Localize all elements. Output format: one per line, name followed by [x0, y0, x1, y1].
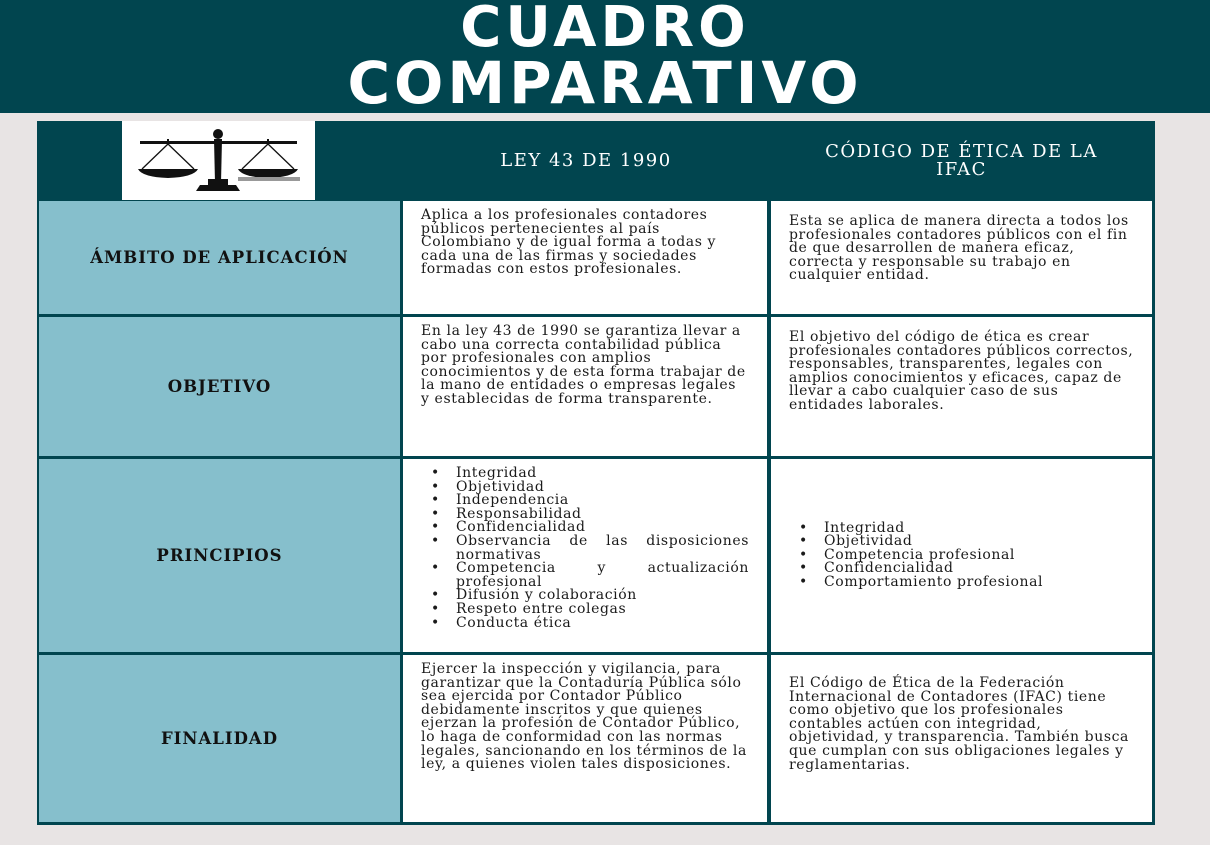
list-item: • Confidencialidad [456, 521, 749, 535]
list-item: • Competencia y actualización profesional [456, 562, 749, 589]
list-item: • Integridad [456, 467, 749, 481]
list-item: • Observancia de las disposiciones normativas [456, 535, 749, 562]
row-label-objetivo: OBJETIVO [39, 317, 400, 456]
ley-ambito-text: Aplica a los profesionales contadores públicos pertenecientes al país Colombiano y de igual forma a todas y cada una de las firmas y sociedades formadas con estos profesionales. [403, 201, 767, 314]
balance-scale-icon [122, 121, 315, 200]
list-item: • Competencia profesional [824, 549, 1043, 563]
list-item: • Objetividad [456, 481, 749, 495]
list-item: • Difusión y colaboración [456, 589, 749, 603]
row-label-finalidad: FINALIDAD [39, 655, 400, 822]
ley-finalidad-text: Ejercer la inspección y vigilancia, para garantizar que la Contaduría Pública sólo sea ejercida por Contador Público debidamente inscritos y que quienes ejerzan la profesión de Contador Público, lo haga de conformidad con las normas legales, sancionando en los términos de la ley, a quienes violen tales disposiciones. [403, 655, 767, 822]
list-item: • Objetividad [824, 535, 1043, 549]
header-codigo-ifac: CÓDIGO DE ÉTICA DE LA IFAC [825, 140, 1098, 180]
row-label-ambito: ÁMBITO DE APLICACIÓN [39, 201, 400, 314]
title-line-1: CUADRO [460, 0, 750, 60]
ifac-ambito-text: Esta se aplica de manera directa a todos los profesionales contadores públicos con el fin de que desarrollen de manera eficaz, correcta y responsable su trabajo en cualquier entidad. [771, 201, 1152, 314]
list-item: • Comportamiento profesional [824, 576, 1043, 590]
comparison-table [37, 121, 1155, 825]
list-item: • Independencia [456, 494, 749, 508]
title-line-2: COMPARATIVO [347, 49, 863, 117]
logo-cell [122, 121, 315, 200]
ley-objetivo-text: En la ley 43 de 1990 se garantiza llevar a cabo una correcta contabilidad pública por profesionales con amplios conocimientos y de esta forma trabajar de la mano de entidades o empresas legales y establecidas de forma transparente. [403, 317, 767, 456]
ifac-objetivo-text: El objetivo del código de ética es crear profesionales contadores públicos correctos, responsables, transparentes, legales con amplios conocimientos y eficaces, capaz de llevar a cabo cualquier caso de sus entidades laborales. [771, 317, 1152, 456]
header-ley-43: LEY 43 DE 1990 [500, 149, 672, 171]
list-item: • Confidencialidad [824, 562, 1043, 576]
ley-principios-list [403, 459, 767, 652]
list-item: • Responsabilidad [456, 508, 749, 522]
ifac-principios-list [771, 459, 1152, 652]
list-item: • Integridad [824, 522, 1043, 536]
list-item: • Respeto entre colegas [456, 603, 749, 617]
row-label-principios: PRINCIPIOS [39, 459, 400, 652]
list-item: • Conducta ética [456, 617, 749, 631]
title-banner [0, 0, 1210, 117]
ifac-finalidad-text: El Código de Ética de la Federación Internacional de Contadores (IFAC) tiene como objetivo que los profesionales contables actúen con integridad, objetividad, y transparencia. También busca que cumplan con sus obligaciones legales y reglamentarias. [771, 655, 1152, 822]
